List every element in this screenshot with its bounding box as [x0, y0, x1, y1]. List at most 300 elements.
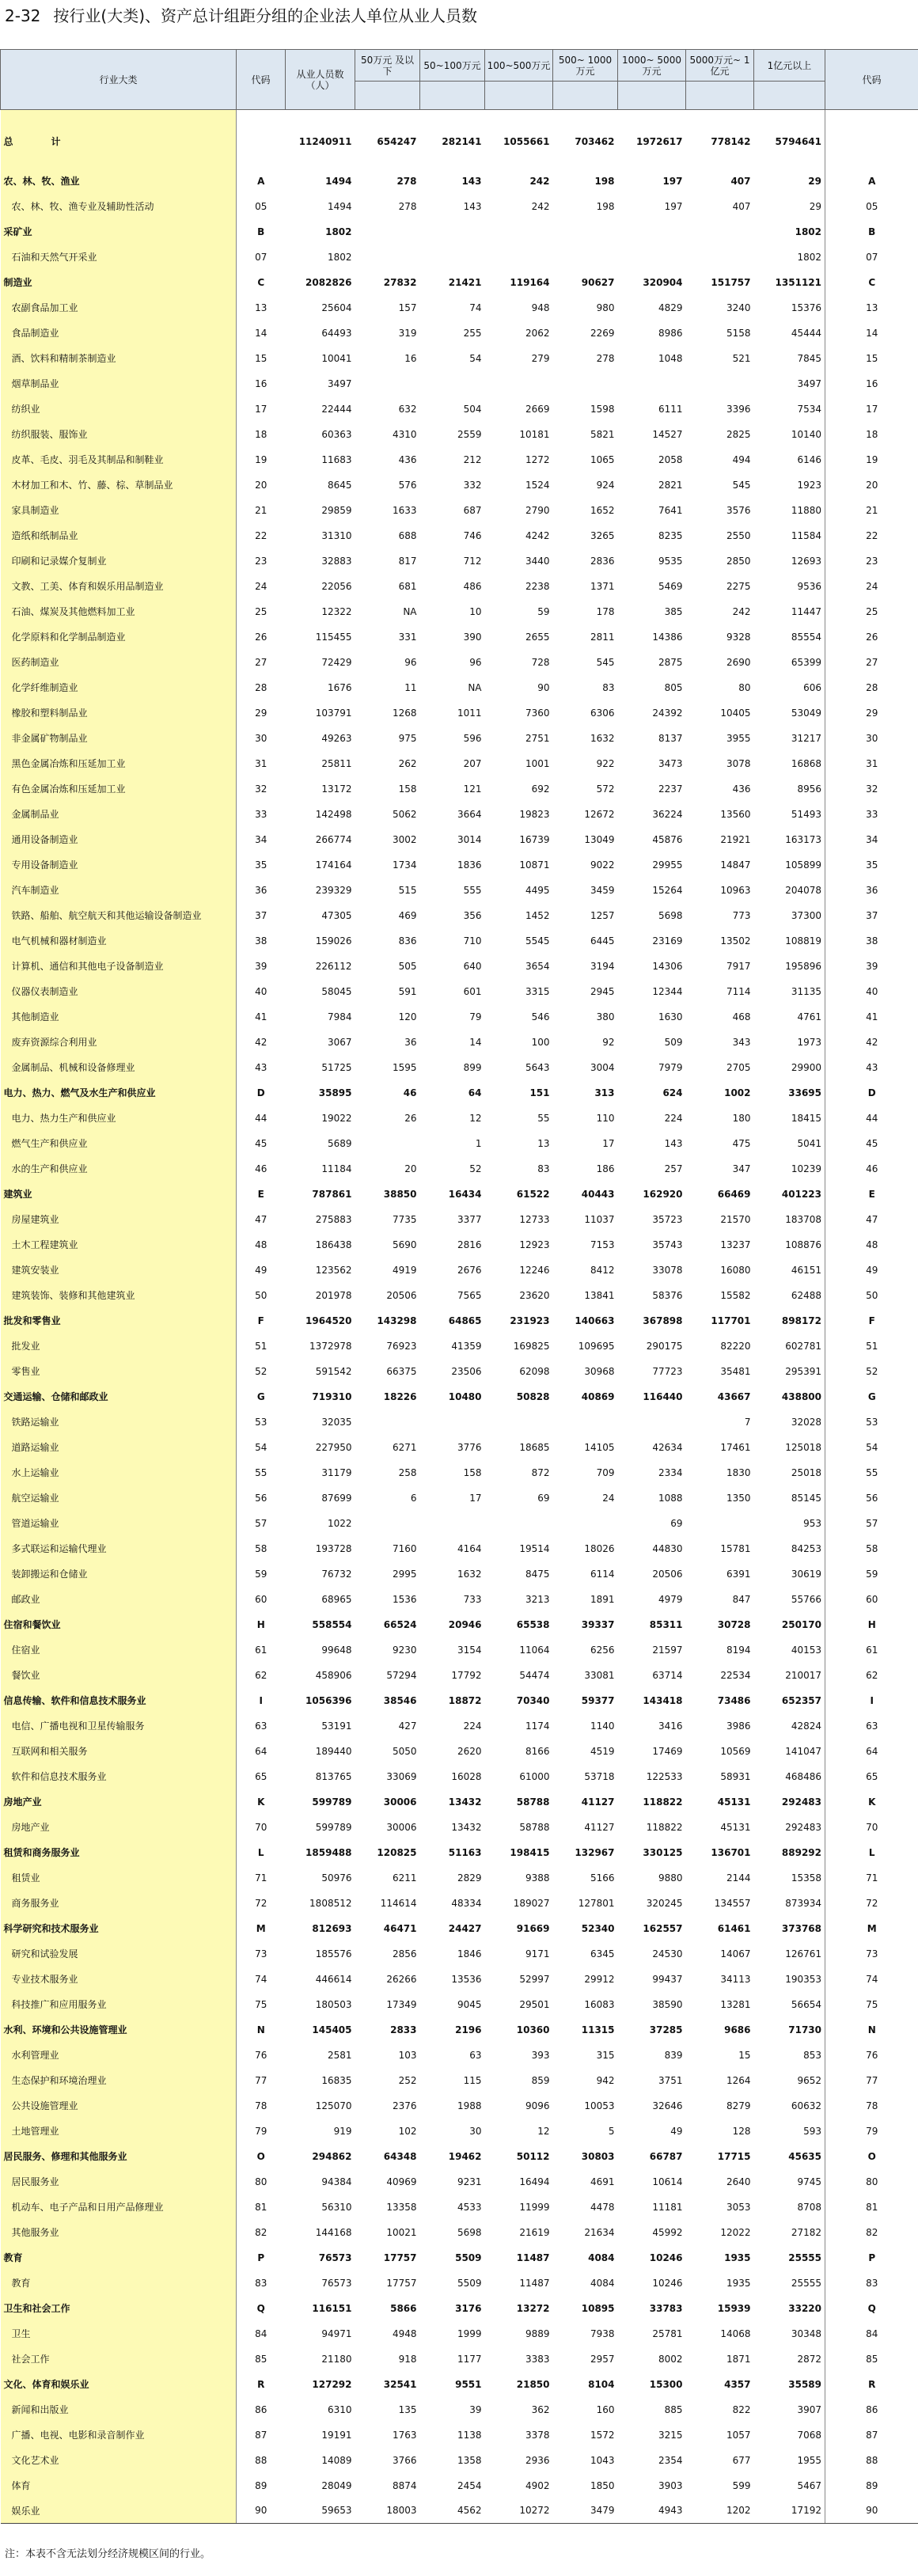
band-value: 9880	[658, 1872, 683, 1884]
band-value: 10140	[791, 428, 821, 440]
industry-code: N	[256, 2024, 265, 2035]
employees-total: 76573	[321, 2277, 352, 2289]
band-value: 258	[398, 1466, 417, 1478]
industry-name: 专用设备制造业	[1, 852, 237, 878]
employees-total: 53191	[321, 1720, 352, 1732]
band-value: 4084	[588, 2252, 615, 2263]
band-value: 2144	[726, 1872, 751, 1884]
industry-name: 文教、工美、体育和娱乐用品制造业	[1, 574, 237, 599]
industry-name: 房地产业	[1, 1789, 237, 1815]
band-value: 31135	[791, 985, 821, 997]
employees-total: 1676	[327, 681, 352, 693]
section-row	[1, 1182, 918, 1207]
band-value: 46151	[791, 1264, 821, 1276]
band-value: 3014	[457, 833, 482, 845]
employees-total: 58045	[321, 985, 352, 997]
band-value: 92	[602, 1036, 615, 1048]
industry-code-right: 90	[825, 2498, 918, 2524]
band-value: 17	[602, 1137, 615, 1149]
band-value: 128	[732, 2125, 751, 2137]
table-row	[1, 1409, 918, 1435]
table-row	[1, 346, 918, 371]
band-value: 24	[602, 1492, 615, 1504]
table-row	[1, 1764, 918, 1789]
band-value: 6445	[590, 935, 615, 947]
band-value: 313	[594, 1087, 615, 1098]
table-row	[1, 700, 918, 726]
band-value: 332	[463, 479, 482, 491]
band-value: 143	[664, 1137, 683, 1149]
band-value: 385	[664, 605, 683, 617]
band-value: 9551	[455, 2378, 482, 2390]
industry-name: 印刷和记录媒介复制业	[1, 548, 237, 574]
band-value: 45635	[788, 2150, 821, 2162]
employees-total: 25811	[321, 757, 352, 769]
industry-name: 居民服务业	[1, 2169, 237, 2195]
band-value: 3053	[726, 2201, 751, 2213]
industry-name: 互联网和相关服务	[1, 1739, 237, 1764]
table-row	[1, 2093, 918, 2119]
band-value: 12344	[652, 985, 683, 997]
band-value: 207	[463, 757, 482, 769]
industry-code-right: R	[825, 2372, 918, 2397]
table-row	[1, 1283, 918, 1308]
band-value: 942	[596, 2074, 615, 2086]
band-value: 7917	[726, 960, 751, 972]
table-row	[1, 2119, 918, 2144]
band-value: 3459	[590, 884, 615, 896]
band-value: 746	[463, 529, 482, 541]
industry-code-right: 51	[825, 1334, 918, 1359]
band-value: 5794641	[775, 135, 821, 147]
industry-code-right: 21	[825, 498, 918, 523]
header-spacer-cell	[553, 82, 618, 110]
header-band-4: 500~ 1000万元	[553, 50, 618, 82]
band-value	[553, 219, 618, 245]
band-value: 393	[531, 2049, 550, 2061]
industry-name: 信息传输、软件和信息技术服务业	[1, 1688, 237, 1713]
band-value: 13560	[720, 808, 751, 820]
band-value: 21921	[720, 833, 751, 845]
industry-code: 26	[255, 631, 267, 643]
industry-code-right: 57	[825, 1511, 918, 1536]
table-row	[1, 1156, 918, 1182]
industry-name: 烟草制品业	[1, 371, 237, 396]
industry-name: 体育	[1, 2473, 237, 2498]
header-spacer-cell	[485, 82, 553, 110]
band-value: 197	[662, 175, 683, 187]
employees-total: 11683	[321, 453, 352, 465]
industry-code-right: 82	[825, 2220, 918, 2245]
employees-total: 591542	[315, 1365, 352, 1377]
band-value: 56654	[791, 1998, 821, 2010]
band-value: 4519	[590, 1745, 615, 1757]
band-value: 5643	[525, 1061, 550, 1073]
band-value: 17192	[754, 2498, 825, 2524]
employees-total: 7984	[327, 1011, 352, 1022]
band-value: 279	[531, 352, 550, 364]
band-value: 3383	[525, 2353, 550, 2365]
table-row	[1, 827, 918, 852]
band-value: 116440	[643, 1390, 683, 1402]
band-value: 4691	[590, 2176, 615, 2187]
band-value: 16	[404, 352, 417, 364]
band-value: 10239	[791, 1163, 821, 1174]
industry-name: 邮政业	[1, 1587, 237, 1612]
band-value: 436	[398, 453, 417, 465]
industry-code-right: 80	[825, 2169, 918, 2195]
employees-total: 458906	[315, 1669, 352, 1681]
band-value: 3576	[726, 504, 751, 516]
band-value: 2957	[590, 2353, 615, 2365]
band-value: 3078	[726, 757, 751, 769]
industry-code-right: 56	[825, 1485, 918, 1511]
band-value: 494	[732, 453, 751, 465]
industry-name: 专业技术服务业	[1, 1967, 237, 1992]
band-value: 4533	[457, 2201, 482, 2213]
band-value: 1836	[457, 859, 482, 871]
band-value: 143	[461, 175, 482, 187]
band-value: 39337	[581, 1618, 615, 1630]
band-value: 40153	[791, 1644, 821, 1656]
industry-code-right	[825, 115, 918, 169]
industry-code-right: D	[825, 1080, 918, 1106]
industry-name: 商务服务业	[1, 1891, 237, 1916]
employees-total: 31179	[321, 1466, 352, 1478]
band-value: 9388	[525, 1872, 550, 1884]
table-row	[1, 396, 918, 422]
band-value: 108876	[785, 1239, 821, 1250]
band-value: 3377	[457, 1213, 482, 1225]
industry-name: 多式联运和运输代理业	[1, 1536, 237, 1561]
band-value: 14306	[652, 960, 683, 972]
industry-name: 家具制造业	[1, 498, 237, 523]
industry-name: 化学原料和化学制品制造业	[1, 624, 237, 650]
industry-code-right: 70	[825, 1815, 918, 1840]
band-value: 119164	[510, 276, 550, 288]
section-row	[1, 1612, 918, 1637]
band-value: 4919	[392, 1264, 417, 1276]
industry-code: 43	[255, 1061, 267, 1073]
band-value: 17757	[383, 2252, 417, 2263]
table-row	[1, 1435, 918, 1460]
band-value: 63	[469, 2049, 482, 2061]
band-value: 69	[670, 1517, 683, 1529]
industry-name: 非金属矿物制品业	[1, 726, 237, 751]
industry-code: 49	[255, 1264, 267, 1276]
band-value: 2811	[590, 631, 615, 643]
band-value: 373768	[781, 1922, 821, 1934]
band-value: 2454	[457, 2479, 482, 2491]
band-value: 32028	[791, 1416, 821, 1428]
industry-code: 72	[255, 1897, 267, 1909]
industry-code: 78	[255, 2100, 267, 2111]
band-value: 7360	[525, 707, 550, 719]
band-value: 62488	[791, 1289, 821, 1301]
industry-name: 铁路、船舶、航空航天和其他运输设备制造业	[1, 903, 237, 928]
table-number: 2-32	[5, 6, 41, 25]
band-value: 65538	[516, 1618, 550, 1630]
band-value: 1	[475, 1137, 482, 1149]
band-value: 401223	[781, 1188, 821, 1200]
band-value: 6256	[590, 1644, 615, 1656]
band-value: 5158	[726, 327, 751, 339]
industry-name: 制造业	[1, 270, 237, 295]
industry-code-right: 26	[825, 624, 918, 650]
band-value: 11999	[519, 2201, 550, 2213]
header-spacer-cell	[420, 82, 485, 110]
band-value: 3955	[726, 732, 751, 744]
table-row	[1, 498, 918, 523]
band-value	[485, 245, 553, 270]
industry-name: 卫生	[1, 2321, 237, 2346]
employees-total: 21180	[321, 2353, 352, 2365]
band-value: 7153	[590, 1239, 615, 1250]
band-value: 118822	[643, 1796, 683, 1808]
employees-total: 13172	[321, 783, 352, 795]
band-value: 54	[469, 352, 482, 364]
band-value: 1536	[392, 1593, 417, 1605]
band-value: 19462	[448, 2150, 482, 2162]
band-value: 21570	[720, 1213, 751, 1225]
band-value: 1923	[797, 479, 821, 491]
band-value: 108819	[785, 935, 821, 947]
band-value: 13358	[386, 2201, 417, 2213]
band-value: 9231	[457, 2176, 482, 2187]
industry-name: 建筑业	[1, 1182, 237, 1207]
band-value: 839	[664, 2049, 683, 2061]
band-value: 654247	[377, 135, 417, 147]
band-value: 83	[602, 681, 615, 693]
band-value: 33069	[386, 1770, 417, 1782]
band-value: 486	[463, 580, 482, 592]
table-row	[1, 2068, 918, 2093]
band-value: 50828	[516, 1390, 550, 1402]
band-value: 120825	[377, 1846, 417, 1858]
band-value: 1055661	[503, 135, 550, 147]
band-value: 12246	[519, 1264, 550, 1276]
band-value: 30348	[791, 2328, 821, 2339]
industry-code: L	[257, 1846, 264, 1858]
band-value: 151757	[711, 276, 751, 288]
table-row	[1, 447, 918, 472]
industry-name: 娱乐业	[1, 2498, 237, 2524]
band-value: 15376	[791, 302, 821, 313]
band-value: 1972617	[636, 135, 683, 147]
industry-name: 仪器仪表制造业	[1, 979, 237, 1004]
band-value: 5821	[590, 428, 615, 440]
band-value: 10053	[584, 2100, 615, 2111]
band-value: 2550	[726, 529, 751, 541]
band-value: 624	[662, 1087, 683, 1098]
band-value: 733	[463, 1593, 482, 1605]
band-value	[355, 245, 420, 270]
band-value: 5062	[392, 808, 417, 820]
band-value: 2936	[525, 2454, 550, 2466]
band-value: 1452	[525, 909, 550, 921]
band-value: 80	[738, 681, 751, 693]
band-value: 32646	[652, 2100, 683, 2111]
band-value: 7565	[457, 1289, 482, 1301]
band-value: 103	[398, 2049, 417, 2061]
table-row	[1, 1485, 918, 1511]
band-value: 42824	[791, 1720, 821, 1732]
band-value: 39	[469, 2403, 482, 2415]
band-value: 1830	[726, 1466, 751, 1478]
table-row	[1, 321, 918, 346]
industry-name: 电气机械和器材制造业	[1, 928, 237, 954]
industry-code: 77	[255, 2074, 267, 2086]
band-value: 602781	[785, 1340, 821, 1352]
band-value: 45444	[791, 327, 821, 339]
band-value: 40869	[581, 1390, 615, 1402]
header-band-3: 100~500万元	[485, 50, 553, 82]
band-value: 10360	[516, 2024, 550, 2035]
band-value: 110	[596, 1112, 615, 1124]
band-value: 773	[732, 909, 751, 921]
band-value: 889292	[781, 1846, 821, 1858]
table-row	[1, 1258, 918, 1283]
band-value: 652357	[781, 1694, 821, 1706]
band-value: 2655	[525, 631, 550, 643]
band-value: 572	[596, 783, 615, 795]
band-value: 30968	[584, 1365, 615, 1377]
band-value: 38590	[652, 1998, 683, 2010]
table-row	[1, 599, 918, 624]
employees-total: 558554	[312, 1618, 352, 1630]
band-value: 198	[596, 200, 615, 212]
employees-total: 127292	[312, 2378, 352, 2390]
industry-name: 卫生和社会工作	[1, 2296, 237, 2321]
industry-code: E	[257, 1188, 264, 1200]
band-value: 140663	[575, 1315, 615, 1326]
band-value: 15300	[649, 2378, 683, 2390]
band-value: 555	[463, 884, 482, 896]
employees-total: 3497	[327, 377, 352, 389]
band-value: 692	[531, 783, 550, 795]
employees-total: 56310	[321, 2201, 352, 2213]
band-value: 21850	[516, 2378, 550, 2390]
industry-code: F	[257, 1315, 264, 1326]
band-value: 2850	[726, 555, 751, 567]
band-value: 3215	[658, 2429, 683, 2441]
band-value: 18026	[584, 1542, 615, 1554]
band-value: 24392	[652, 707, 683, 719]
employees-total: 144168	[315, 2226, 352, 2238]
band-value: 9536	[797, 580, 821, 592]
industry-code-right: 07	[825, 245, 918, 270]
employees-total: 16835	[321, 2074, 352, 2086]
industry-name: 金属制品业	[1, 802, 237, 827]
band-value	[355, 219, 420, 245]
industry-name: 住宿业	[1, 1637, 237, 1663]
band-value	[686, 371, 754, 396]
industry-code: 46	[255, 1163, 267, 1174]
band-value: 13502	[720, 935, 751, 947]
industry-code: 13	[255, 302, 267, 313]
industry-code: 05	[255, 200, 267, 212]
band-value: 3396	[726, 403, 751, 415]
band-value: 21634	[584, 2226, 615, 2238]
header-industry: 行业大类	[1, 50, 237, 110]
band-value: NA	[468, 681, 482, 693]
band-value: 922	[596, 757, 615, 769]
band-value: 1633	[392, 504, 417, 516]
band-value: 212	[463, 453, 482, 465]
band-value: 1763	[392, 2429, 417, 2441]
band-value: 5467	[797, 2479, 821, 2491]
band-value: 24530	[652, 1948, 683, 1960]
band-value: 49	[670, 2125, 683, 2137]
table-row	[1, 194, 918, 219]
band-value: 3479	[553, 2498, 618, 2524]
band-value: 6391	[726, 1568, 751, 1580]
industry-code-right: Q	[825, 2296, 918, 2321]
employees-total: 35895	[318, 1087, 352, 1098]
band-value: 2875	[658, 656, 683, 668]
band-value: 143418	[643, 1694, 683, 1706]
band-value: 3378	[525, 2429, 550, 2441]
band-value: 20506	[652, 1568, 683, 1580]
band-value: 3903	[658, 2479, 683, 2491]
band-value: 114614	[380, 1897, 417, 1909]
header-spacer-cell	[355, 82, 420, 110]
industry-code: 64	[255, 1745, 267, 1757]
band-value: 13281	[720, 1998, 751, 2010]
band-value: 6146	[797, 453, 821, 465]
band-value: 257	[664, 1163, 683, 1174]
industry-code: 76	[255, 2049, 267, 2061]
industry-code-right: C	[825, 270, 918, 295]
band-value: 66375	[386, 1365, 417, 1377]
industry-code-right: 65	[825, 1764, 918, 1789]
employees-total: 3067	[327, 1036, 352, 1048]
band-value: 17792	[451, 1669, 482, 1681]
band-value: 14105	[584, 1441, 615, 1453]
employees-total: 919	[333, 2125, 352, 2137]
industry-code: 18	[255, 428, 267, 440]
band-value: 521	[732, 352, 751, 364]
band-value: 43667	[717, 1390, 751, 1402]
band-value: 8235	[658, 529, 683, 541]
band-value: 183708	[785, 1213, 821, 1225]
industry-code: 23	[255, 555, 267, 567]
band-value: 45131	[720, 1821, 751, 1833]
industry-name: 批发业	[1, 1334, 237, 1359]
table-row	[1, 1561, 918, 1587]
industry-code-right: 87	[825, 2422, 918, 2448]
industry-code-right: 29	[825, 700, 918, 726]
industry-code: 53	[255, 1416, 267, 1428]
table-row	[1, 2271, 918, 2296]
industry-name: 纺织业	[1, 396, 237, 422]
band-value: 15781	[720, 1542, 751, 1554]
band-value: 7534	[797, 403, 821, 415]
industry-name: 管道运输业	[1, 1511, 237, 1536]
industry-code-right: 72	[825, 1891, 918, 1916]
employees-total: 29859	[321, 504, 352, 516]
band-value: 44830	[652, 1542, 683, 1554]
table-row	[1, 1207, 918, 1232]
band-value: 15582	[720, 1289, 751, 1301]
industry-code: 56	[255, 1492, 267, 1504]
industry-code: 42	[255, 1036, 267, 1048]
employees-total: 19022	[321, 1112, 352, 1124]
table-row	[1, 422, 918, 447]
band-value: 2559	[457, 428, 482, 440]
band-value: 3654	[525, 960, 550, 972]
industry-code: 65	[255, 1770, 267, 1782]
